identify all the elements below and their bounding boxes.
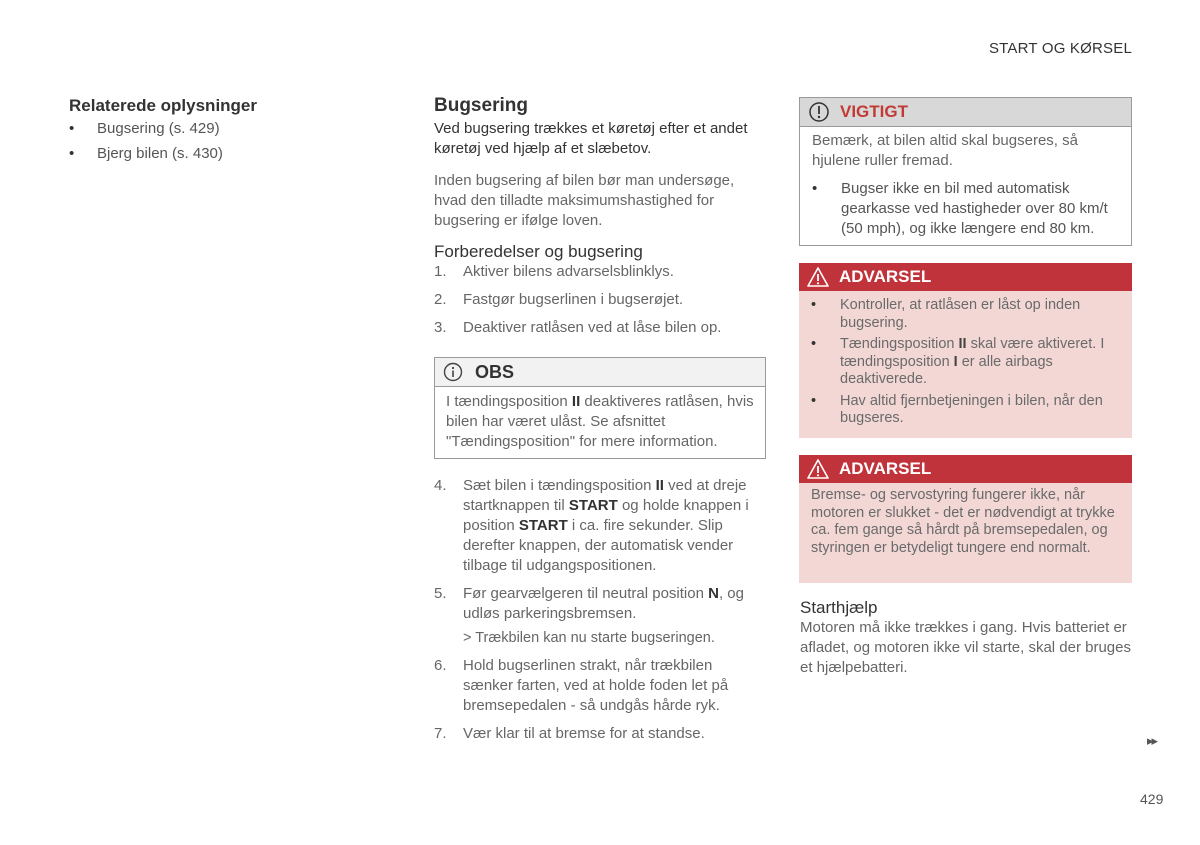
step-4: 4. Sæt bilen i tændingsposition II ved at dreje startknappen til START og holde knappen i position START i ca. fire sekunder. Slip derefter knappen, der automatisk vender tilbage til udgangspositionen. (434, 477, 749, 574)
bullet-icon: • (811, 392, 817, 409)
jump-start-section (800, 598, 1134, 678)
related-link-recovery[interactable]: • Bjerg bilen (s. 430) (69, 145, 223, 162)
important-box (799, 97, 1132, 246)
step-5: 5. Før gearvælgeren til neutral position N, og udløs parkeringsbremsen. > Trækbilen kan nu starte bugseringen. (434, 584, 766, 648)
related-title: Relaterede oplysninger (69, 96, 258, 115)
warning-title-1: ADVARSEL (839, 267, 932, 286)
bullet-icon: • (811, 297, 817, 313)
bullet-icon: • (812, 180, 818, 197)
step-2: 2. Fastgør bugserlinen i bugserøjet. (434, 291, 684, 308)
warning-header-2 (799, 455, 1132, 483)
towing-section (434, 95, 766, 338)
preparation-subtitle: Forberedelser og bugsering (434, 242, 643, 261)
important-item: • Bugser ikke en bil med automatisk gearkasse ved hastigheder over 80 km/t (50 mph), og ikke længere end 80 km. (812, 180, 1108, 237)
warning-header-1 (799, 263, 1132, 291)
related-list (69, 119, 369, 164)
related-info (69, 95, 369, 164)
step-6: 6. Hold bugserlinen strakt, når trækbilen sænker farten, ved at holde foden let på bremsepedalen - så undgås hårde ryk. (434, 657, 729, 714)
important-title: VIGTIGT (840, 102, 908, 121)
note-box (434, 357, 766, 459)
warning-item-3: • Hav altid fjernbetjeningen i bilen, når den bugseres. (811, 392, 1103, 426)
important-list (812, 179, 1121, 239)
towing-steps-b (434, 476, 766, 744)
step-7: 7. Vær klar til at bremse for at standse. (434, 725, 705, 742)
warning-triangle-icon (807, 458, 829, 485)
continue-arrow-icon: ▸▸ (1147, 733, 1157, 748)
jump-start-title: Starthjælp (800, 598, 878, 617)
note-title: OBS (475, 362, 515, 382)
towing-intro: Ved bugsering trækkes et køretøj efter et andet køretøj ved hjælp af et slæbetov. (434, 120, 748, 157)
bullet-icon: • (69, 120, 75, 137)
section-title: START OG KØRSEL (988, 40, 1132, 57)
warning-item-2: • Tændingsposition II skal være aktiveret. I tændingsposition I er alle airbags deaktiverede. (811, 336, 1105, 387)
important-content (800, 127, 1131, 239)
jump-start-text: Motoren må ikke trækkes i gang. Hvis batteriet er afladet, og motoren ikke vil starte, skal der bruges et hjælpebatteri. (800, 619, 1131, 676)
steps-list-a (434, 262, 766, 338)
important-text: Bemærk, at bilen altid skal bugseres, så hjulene ruller fremad. (812, 132, 1078, 169)
bullet-icon: • (69, 145, 75, 162)
info-circle-icon (443, 362, 463, 387)
towing-paragraph: Inden bugsering af bilen bør man undersøge, hvad den tilladte maksimumshastighed for bugsering er ifølge loven. (434, 172, 735, 229)
exclamation-circle-icon (808, 101, 830, 128)
important-header (800, 98, 1131, 127)
warning-item-1: • Kontroller, at ratlåsen er låst op inden bugsering. (811, 297, 1081, 331)
step-3: 3. Deaktiver ratlåsen ved at låse bilen op. (434, 319, 722, 336)
warning-title-2: ADVARSEL (839, 459, 932, 478)
warning-box-1 (799, 263, 1132, 438)
step-1: 1. Aktiver bilens advarselsblinklys. (434, 263, 674, 280)
note-header (435, 358, 765, 387)
warning-list-1 (811, 297, 1122, 428)
bullet-icon: • (811, 336, 817, 352)
towing-title: Bugsering (434, 95, 528, 116)
note-text: I tændingsposition II deaktiveres ratlåsen, hvis bilen har været ulåst. Se afsnittet "Tændingsposition" for mere information. (446, 393, 754, 450)
warning-text-2: Bremse- og servostyring fungerer ikke, når motoren er slukket - det er nødvendigt at trykke ca. fem gange så hårdt på bremsepedalen, og styringen er betydeligt tungere end normalt. (811, 487, 1115, 556)
step-5-result: > Trækbilen kan nu starte bugseringen. (463, 630, 715, 646)
warning-box-2 (799, 455, 1132, 583)
warning-content-1 (799, 291, 1132, 428)
related-link-towing[interactable]: • Bugsering (s. 429) (69, 120, 220, 137)
page-number: 429 (1140, 791, 1164, 807)
steps-list-b (434, 476, 766, 744)
warning-triangle-icon (807, 266, 829, 293)
